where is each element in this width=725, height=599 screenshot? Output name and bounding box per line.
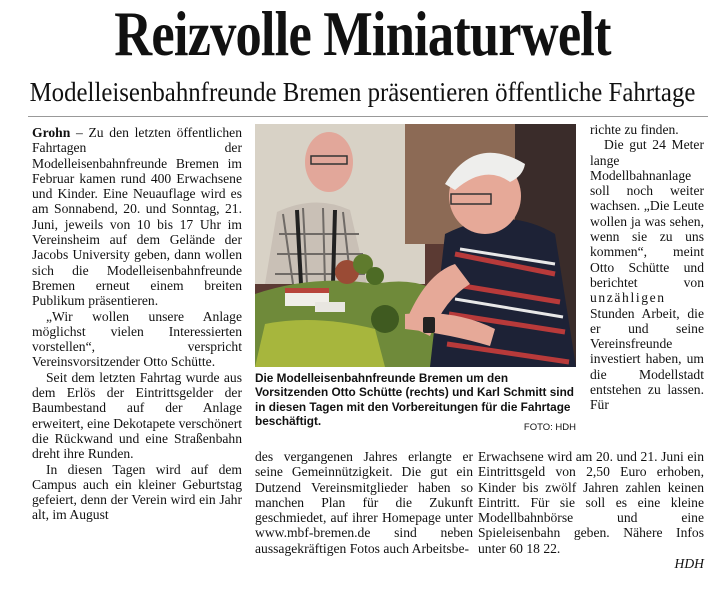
author-initials: HDH (674, 556, 704, 572)
paragraph: des vergangenen Jahres erlangte er seine Gemeinnützigkeit. Die gut ein Dutzend Vereinsmitglieder haben so manchen Plan für die Zukunft geschmiedet, auf ihrer Homepage unter www.mbf-bremen.de sind neben aussagekräftigen Fotos auch Arbeitsbe- (255, 449, 473, 556)
paragraph: Erwachsene wird am 20. und 21. Juni ein Eintrittsgeld von 2,50 Euro erhoben, Kinder bis zwölf Jahren zahlen keinen Eintritt. Für sie soll es eine kleine Modellbahnbörse und eine Spieleisenbahn geben. Nähere Infos unter 60 18 22. (478, 449, 704, 556)
paragraph-text: – Zu den letzten öffentlichen Fahrtagen der Modelleisenbahnfreunde Bremen im Februar kamen rund 400 Erwachsene und Kinder. Eine Neuauflage wird es am Sonnabend, 20. und Sonntag, 21. Juni, jeweils von 10 bis 17 Uhr im Vereinsheim auf dem Gelände der Jacobs University geben, dann wollen sich die Modelleisenbahnfreunde Bremen erneut einem breiten Publikum präsentieren. (32, 125, 242, 309)
article-photo (255, 124, 576, 367)
paragraph (590, 137, 704, 412)
text-column-1 (32, 125, 242, 523)
photo-image (255, 124, 576, 367)
article-headline: Reizvolle Miniaturwelt (114, 0, 611, 69)
text-column-4 (478, 449, 704, 571)
text-column-2 (255, 449, 473, 556)
article-subheadline: Modelleisenbahnfreunde Bremen präsentieren öffentliche Fahrtage (29, 77, 696, 107)
photo-caption: Die Modelleisenbahnfreunde Bremen um den Vorsitzenden Otto Schütte (rechts) und Karl Schmitt sind in diesen Tagen mit den Vorbereitungen für die Fahrtage beschäftigt. (255, 371, 574, 428)
emphasis-text: unzähligen (590, 290, 666, 306)
paragraph: richte zu finden. (590, 122, 679, 137)
paragraph: Seit dem letzten Fahrtag wurde aus dem Erlös der Eintrittsgelder der Baumbestand auf der Anlage erweitert, eine Dekotapete verschönert die Rückwand und eine Straßenbahn dreht ihre Runden. (32, 369, 242, 462)
dateline: Grohn (32, 125, 71, 140)
photo-credit: FOTO: HDH (523, 422, 576, 433)
paragraph: „Wir wollen unsere Anlage möglichst vielen Interessierten vorstellen“, verspricht Vereinsvorsitzender Otto Schütte. (32, 308, 242, 370)
headline-divider (28, 116, 708, 117)
paragraph-text: Stunden Arbeit, die er und seine Vereinsfreunde investiert haben, um die Modellstadt entstehen zu lassen. Für (590, 305, 704, 413)
paragraph: In diesen Tagen wird auf dem Campus auch ein kleiner Geburtstag gefeiert, denn der Verein wird ein Jahr alt, im August (32, 461, 242, 523)
paragraph-text: Die gut 24 Meter lange Modellbahnanlage soll noch weiter wachsen. „Die Leute wollen ja was sehen, wenn sie zu uns kommen“, meint Otto Schütte und berichtet von (590, 137, 704, 290)
paragraph (32, 125, 242, 309)
text-column-3 (590, 122, 704, 413)
